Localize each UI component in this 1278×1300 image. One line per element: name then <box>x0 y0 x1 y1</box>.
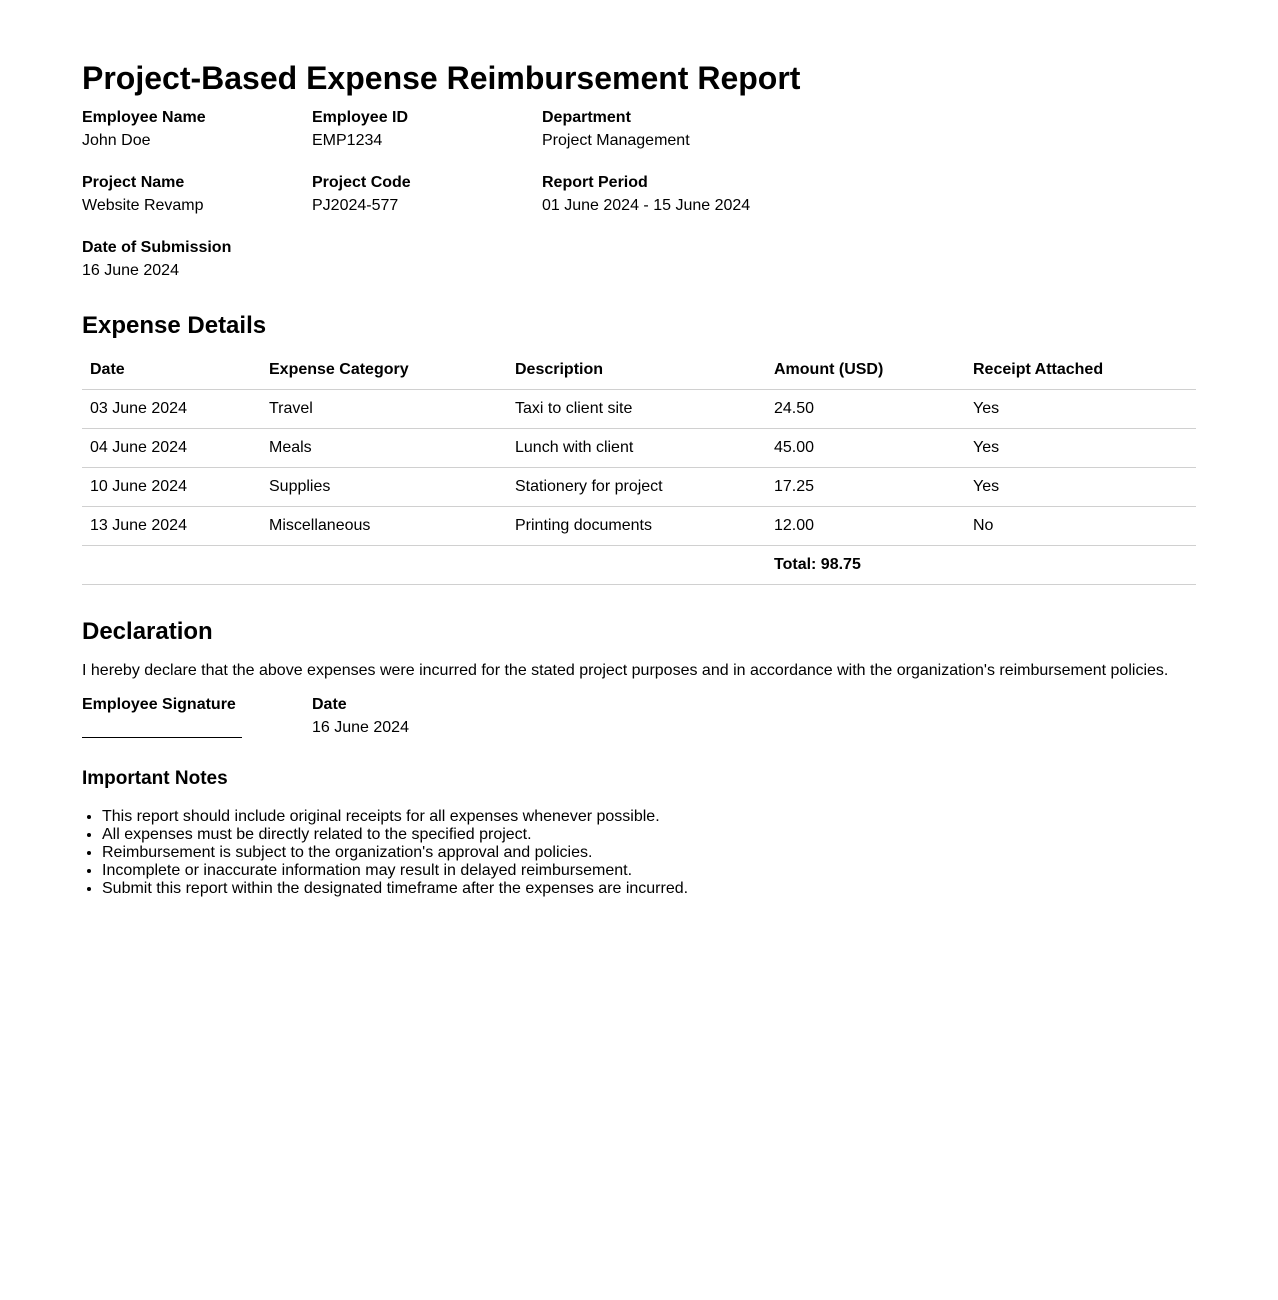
project-name-label: Project Name <box>82 174 185 191</box>
cell-amount: 17.25 <box>766 468 965 507</box>
employee-id-field <box>312 106 542 152</box>
submission-date-label: Date of Submission <box>82 239 232 256</box>
cell-amount: 24.50 <box>766 390 965 429</box>
declaration-date-value: 16 June 2024 <box>312 719 409 736</box>
department-value: Project Management <box>542 132 690 149</box>
list-item: • This report should include original receipts for all expenses whenever possible. <box>102 808 688 826</box>
declaration-heading: Declaration <box>82 618 213 645</box>
info-row-employee <box>82 106 772 152</box>
department-label: Department <box>542 109 631 126</box>
signature-line <box>82 717 242 738</box>
cell-date: 10 June 2024 <box>82 468 261 507</box>
cell-category: Miscellaneous <box>261 507 507 546</box>
important-notes-heading: Important Notes <box>82 768 228 789</box>
report-period-field <box>542 171 772 217</box>
cell-category: Travel <box>261 390 507 429</box>
signature-row <box>82 693 542 739</box>
cell-receipt: Yes <box>965 390 1196 429</box>
cell-receipt: Yes <box>965 429 1196 468</box>
column-header-date: Date <box>82 351 261 390</box>
signature-label: Employee Signature <box>82 696 236 713</box>
cell-category: Supplies <box>261 468 507 507</box>
list-item: • Submit this report within the designated timeframe after the expenses are incurred. <box>102 880 688 898</box>
employee-id-value: EMP1234 <box>312 132 383 149</box>
signature-field <box>82 693 312 739</box>
list-item: • All expenses must be directly related to the specified project. <box>102 826 688 844</box>
project-code-value: PJ2024-577 <box>312 197 399 214</box>
cell-receipt: Yes <box>965 468 1196 507</box>
project-code-label: Project Code <box>312 174 411 191</box>
notes-list <box>82 808 688 898</box>
declaration-text: I hereby declare that the above expenses were incurred for the stated project purposes and in accordance with the organization's reimbursement policies. <box>82 662 1169 679</box>
cell-description: Lunch with client <box>507 429 766 468</box>
cell-date: 04 June 2024 <box>82 429 261 468</box>
cell-description: Stationery for project <box>507 468 766 507</box>
table-header-row <box>82 351 1196 390</box>
report-period-value: 01 June 2024 - 15 June 2024 <box>542 197 751 214</box>
cell-date: 13 June 2024 <box>82 507 261 546</box>
cell-amount: 12.00 <box>766 507 965 546</box>
table-row <box>82 468 1196 507</box>
cell-receipt: No <box>965 507 1196 546</box>
department-field <box>542 106 772 152</box>
employee-id-label: Employee ID <box>312 109 409 126</box>
project-code-field <box>312 171 542 217</box>
list-item: • Incomplete or inaccurate information may result in delayed reimbursement. <box>102 862 688 880</box>
table-row <box>82 429 1196 468</box>
column-header-amount: Amount (USD) <box>766 351 965 390</box>
column-header-description: Description <box>507 351 766 390</box>
expense-details-heading: Expense Details <box>82 312 267 339</box>
total-row <box>82 546 1196 585</box>
info-row-submission <box>82 236 312 282</box>
cell-amount: 45.00 <box>766 429 965 468</box>
column-header-category: Expense Category <box>261 351 507 390</box>
report-period-label: Report Period <box>542 174 648 191</box>
cell-date: 03 June 2024 <box>82 390 261 429</box>
info-row-project <box>82 171 772 217</box>
table-row <box>82 390 1196 429</box>
cell-description: Taxi to client site <box>507 390 766 429</box>
table-row <box>82 507 1196 546</box>
submission-date-value: 16 June 2024 <box>82 262 179 279</box>
list-item: • Reimbursement is subject to the organization's approval and policies. <box>102 844 688 862</box>
project-name-field <box>82 171 312 217</box>
project-name-value: Website Revamp <box>82 197 204 214</box>
employee-name-value: John Doe <box>82 132 151 149</box>
page-title: Project-Based Expense Reimbursement Report <box>82 60 801 96</box>
employee-name-field <box>82 106 312 152</box>
cell-category: Meals <box>261 429 507 468</box>
declaration-date-field <box>312 693 542 739</box>
submission-date-field <box>82 236 312 282</box>
declaration-date-label: Date <box>312 696 347 713</box>
total-amount: Total: 98.75 <box>766 546 965 585</box>
column-header-receipt: Receipt Attached <box>965 351 1196 390</box>
cell-description: Printing documents <box>507 507 766 546</box>
employee-name-label: Employee Name <box>82 109 206 126</box>
expense-table <box>82 351 1196 585</box>
